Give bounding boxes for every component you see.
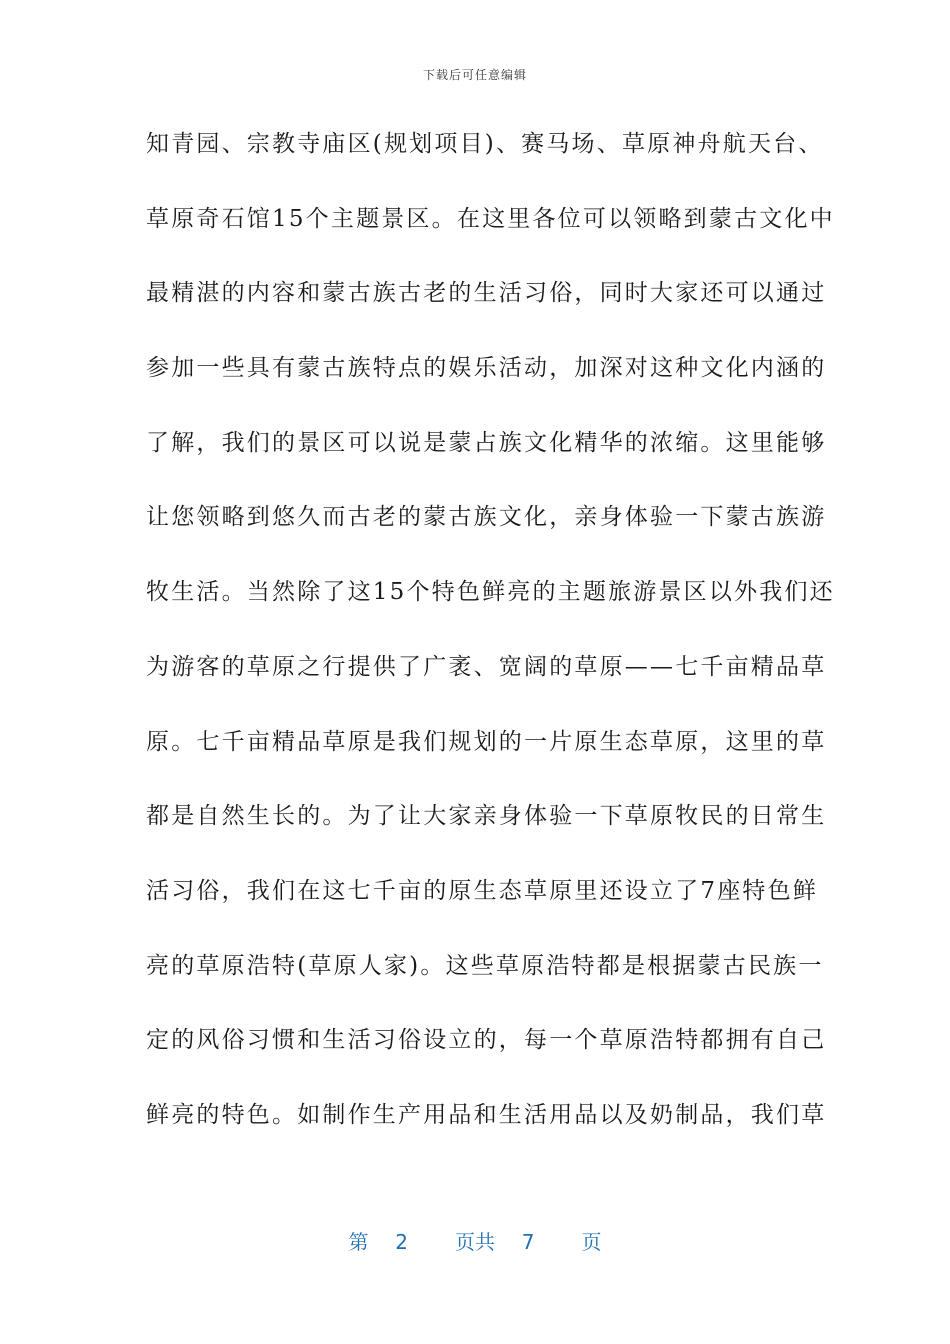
text-line: 为游客的草原之行提供了广袤、宽阔的草原——七千亩精品草 [146,653,827,680]
page-label-suffix: 页 [581,1230,602,1254]
page-number-footer [0,1226,950,1255]
page-label-prefix: 第 [348,1230,369,1254]
text-line: 草原奇石馆15个主题景区。在这里各位可以领略到蒙古文化中 [146,205,835,232]
body-text [146,118,835,1164]
current-page-number: 2 [395,1230,408,1254]
text-line: 最精湛的内容和蒙古族古老的生活习俗，同时大家还可以通过 [146,280,827,307]
text-line: 定的风俗习惯和生活习俗设立的，每一个草原浩特都拥有自己 [146,1027,827,1054]
total-pages-number: 7 [521,1230,535,1254]
text-line: 参加一些具有蒙古族特点的娱乐活动，加深对这种文化内涵的 [146,355,827,382]
text-line: 活习俗，我们在这七千亩的原生态草原里还设立了7座特色鲜 [146,877,819,904]
text-line: 让您领略到悠久而古老的蒙古族文化，亲身体验一下蒙古族游 [146,504,827,531]
text-line: 亮的草原浩特(草原人家)。这些草原浩特都是根据蒙古民族一 [146,952,824,979]
text-line: 知青园、宗教寺庙区(规划项目)、赛马场、草原神舟航天台、 [146,131,824,157]
text-line: 鲜亮的特色。如制作生产用品和生活用品以及奶制品，我们草 [146,1101,827,1128]
text-line: 都是自然生长的。为了让大家亲身体验一下草原牧民的日常生 [146,803,827,830]
text-line: 牧生活。当然除了这15个特色鲜亮的主题旅游景区以外我们还 [146,579,835,606]
page-label-middle: 页共 [455,1230,495,1254]
text-line: 原。七千亩精品草原是我们规划的一片原生态草原，这里的草 [146,728,827,755]
text-line: 了解，我们的景区可以说是蒙占族文化精华的浓缩。这里能够 [146,429,827,456]
page-header-note: 下载后可任意编辑 [422,68,527,82]
